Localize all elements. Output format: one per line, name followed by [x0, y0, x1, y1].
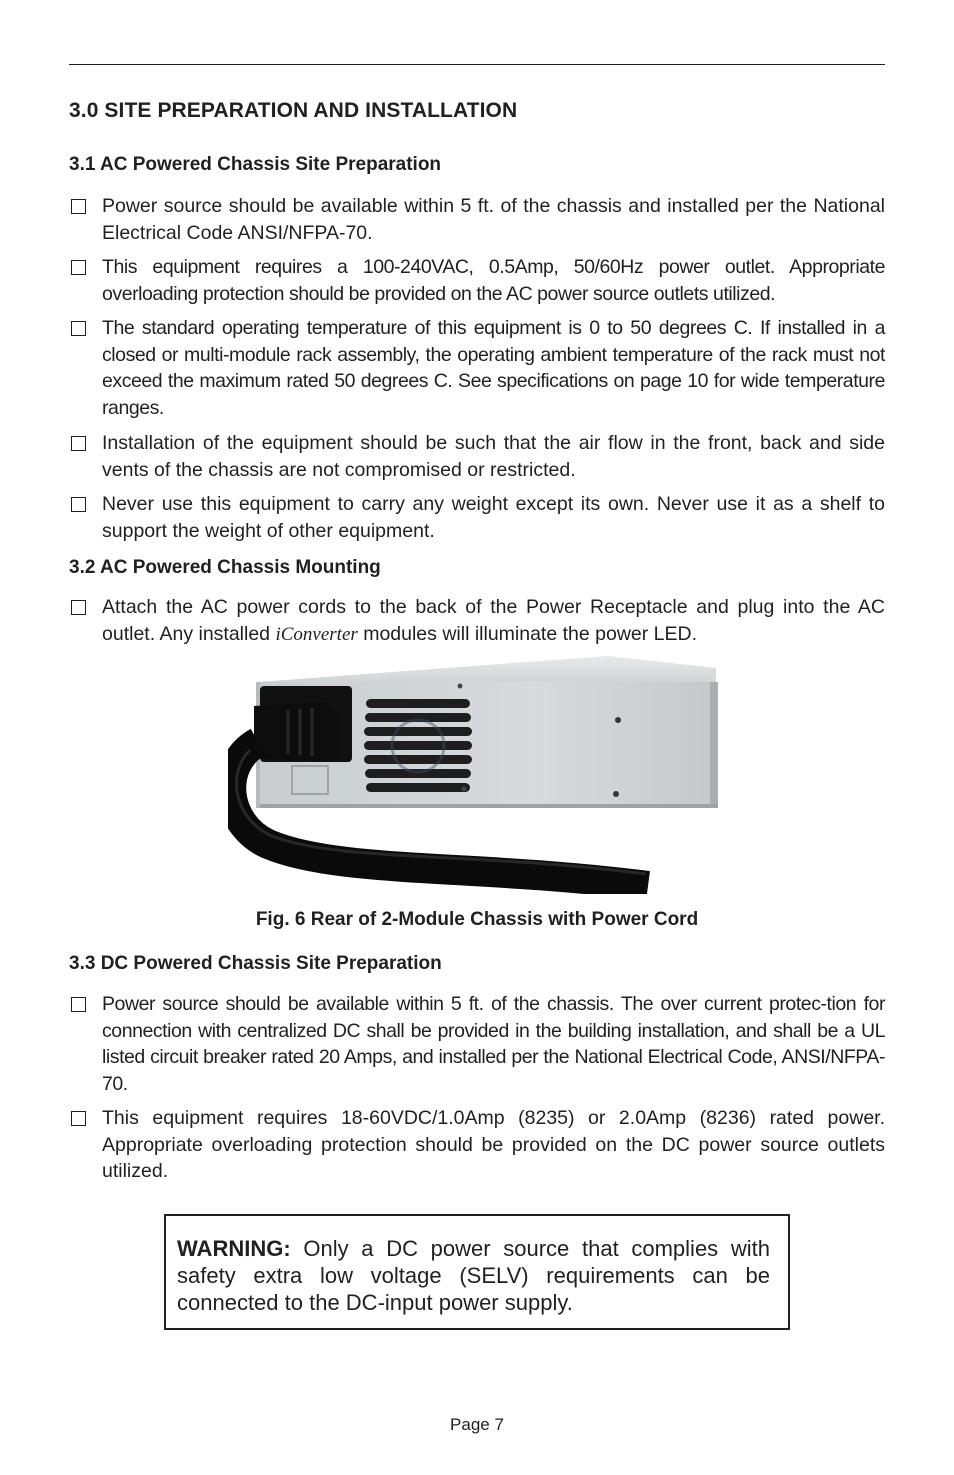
list-item — [69, 430, 885, 483]
list-item — [69, 594, 885, 648]
list-item — [69, 991, 885, 1097]
checkbox-bullet-icon — [71, 321, 86, 336]
checkbox-bullet-icon — [71, 199, 86, 214]
checkbox-bullet-icon — [71, 997, 86, 1012]
list-item — [69, 1105, 885, 1185]
list-item — [69, 193, 885, 246]
list-item — [69, 491, 885, 544]
list-item-text: This equipment requires 18-60VDC/1.0Amp (8235) or 2.0Amp (8236) rated power. Appropriate overloading protection should be provided on the DC power source outlets utilized. — [102, 1107, 885, 1182]
page-number: Page 7 — [450, 1415, 504, 1434]
checkbox-bullet-icon — [71, 260, 86, 275]
section-3-2-title: 3.2 AC Powered Chassis Mounting — [69, 557, 381, 578]
section-3-1-title: 3.1 AC Powered Chassis Site Preparation — [69, 154, 442, 175]
figure-caption: Fig. 6 Rear of 2-Module Chassis with Power Cord — [255, 909, 699, 930]
checkbox-bullet-icon — [71, 436, 86, 451]
section-3-3-title: 3.3 DC Powered Chassis Site Preparation — [69, 953, 442, 974]
list-item-text: This equipment requires a 100-240VAC, 0.5Amp, 50/60Hz power outlet. Appropriate overloading protection should be provided on the AC power source outlets utilized. — [102, 256, 885, 305]
header-rule — [69, 64, 885, 65]
warning-box — [164, 1214, 790, 1330]
list-item — [69, 315, 885, 421]
list-item-text: Power source should be available within 5 ft. of the chassis. The over current protec-tion for connection with centralized DC shall be provided in the building installation, and shall be a UL listed circuit breaker rated 20 Amps, and installed per the National Electrical Code, ANSI/NFPA-70. — [102, 993, 885, 1095]
checkbox-bullet-icon — [71, 497, 86, 512]
section-heading: 3.0 SITE PREPARATION AND INSTALLATION — [69, 99, 518, 122]
checkbox-bullet-icon — [71, 1111, 86, 1126]
list-item-text-start: Attach the AC power cords to the back of the Power Receptacle and plug into the AC outlet. Any installed — [102, 596, 885, 645]
list-item-text — [102, 594, 885, 648]
list-item-text: The standard operating temperature of this equipment is 0 to 50 degrees C. If installed in a closed or multi-module rack assembly, the operating ambient temperature of the rack must not exceed the maximum rated 50 degrees C. See specifications on page 10 for wide temperature ranges. — [102, 317, 885, 419]
warning-message: Only a DC power source that complies with safety extra low voltage (SELV) requirements can be connected to the DC-input power supply. — [177, 1236, 770, 1315]
chassis-photo — [228, 654, 728, 894]
chassis-rear-illustration — [228, 654, 728, 894]
list-item-text: Power source should be available within 5 ft. of the chassis and installed per the National Electrical Code ANSI/NFPA-70. — [102, 195, 885, 244]
list-item — [69, 254, 885, 307]
product-name: iConverter — [275, 623, 358, 645]
warning-text — [177, 1235, 770, 1316]
list-item-text: Installation of the equipment should be such that the air flow in the front, back and side vents of the chassis are not compromised or restricted. — [102, 432, 885, 481]
warning-label: WARNING: — [177, 1236, 291, 1261]
list-item-text: Never use this equipment to carry any weight except its own. Never use it as a shelf to support the weight of other equipment. — [102, 493, 885, 542]
list-item-text-end: modules will illuminate the power LED. — [357, 622, 698, 645]
checkbox-bullet-icon — [71, 600, 86, 615]
